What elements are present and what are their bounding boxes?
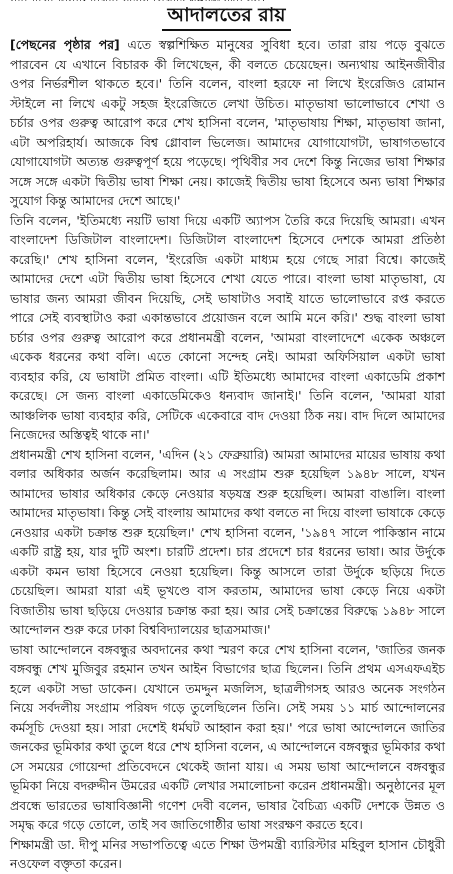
article-paragraph-1: [10, 35, 445, 211]
article-body: [0, 31, 453, 874]
article-paragraph-4: ভাষা আন্দোলনে বঙ্গবন্ধুর অবদানের কথা স্মরণ করে শেখ হাসিনা বলেন, 'জাতির জনক বঙ্গবন্ধু শেখ মুজিবুর রহমান তখন আইন বিভাগের ছাত্র ছিলেন। তিনি প্রথম এসএফএইচ হলে একটা সভা ডাকেন। যেখানে তমদ্দুন মজলিস, ছাত্রলীগসহ আরও অনেক সংগঠন নিয়ে সর্বদলীয় সংগ্রাম পরিষদ গড়ে তুলেছিলেন তিনি। সেই সময় ১১ মার্চ আন্দোলনের কর্মসূচি দেওয়া হয়। সারা দেশেই ধর্মঘট আহ্বান করা হয়।' পরে ভাষা আন্দোলনে জাতির জনকের ভূমিকার কথা তুলে ধরে শেখ হাসিনা বলেন, এ আন্দোলনে বঙ্গবন্ধুর ভূমিকার কথা সে সময়ের গোয়েন্দা প্রতিবেদনে থেকেই জানা যায়। এ সময় ভাষা আন্দোলনে বঙ্গবন্ধুর ভূমিকা নিয়ে বদরুদ্দীন উমরের একটি লেখার সমালোচনা করেন প্রধানমন্ত্রী। অনুষ্ঠানের মূল প্রবন্ধে ভারতের ভাষাবিজ্ঞানী গণেশ দেবী বলেন, ভাষার বৈচিত্র্য একটি দেশকে উন্নত ও সমৃদ্ধ করে গড়ে তোলে, তাই সব জাতিগোষ্ঠীর ভাষা সংরক্ষণ করতে হবে।: [10, 641, 445, 832]
paragraph-text: এতে স্বল্পশিক্ষিত মানুষের সুবিধা হবে। তারা রায় পড়ে বুঝতে পারবেন যে এখানে বিচারক কী লিখেছেন, কী বলতে চেয়েছেন। অন্যথায় আইনজীবীর ওপর নির্ভরশীল থাকতে হবে।' তিনি বলেন, বাংলা হরফে না লিখে ইংরেজিও রোমান স্টাইলে না লিখে একটু সহজ ইংরেজিতে লেখা উচিত। মাতৃভাষা ভালোভাবে শেখা ও চর্চার ওপর গুরুত্ব আরোপ করে শেখ হাসিনা বলেন, 'মাতৃভাষায় শিক্ষা, মাতৃভাষা জানা, এটা অপরিহার্য। আজকে বিশ্ব গ্লোবাল ভিলেজ। আমাদের যোগাযোগটা, ভাষাগতভাবে যোগাযোগটা অত্যন্ত গুরুত্বপূর্ণ হয়ে পড়েছে। পৃথিবীর সব দেশে কিন্তু নিজের ভাষা শিক্ষার সঙ্গে সঙ্গে একটা দ্বিতীয় ভাষা শিক্ষা নেয়। কাজেই দ্বিতীয় ভাষা হিসেবে অন্য ভাষা শিক্ষার সুযোগ কিন্তু আমাদের দেশে আছে।': [10, 37, 445, 208]
article-paragraph-5: শিক্ষামন্ত্রী ডা. দীপু মনির সভাপতিত্বে এতে শিক্ষা উপমন্ত্রী ব্যারিস্টার মহিবুল হাসান চৌধুরী নওফেল বক্তৃতা করেন।: [10, 836, 445, 871]
article-headline: আদালতের রায়: [162, 3, 292, 31]
headline-container: [0, 3, 453, 31]
continuation-label: [পেছনের পৃষ্ঠার পর]: [10, 37, 120, 52]
article-paragraph-3: প্রধানমন্ত্রী শেখ হাসিনা বলেন, 'এদিন (২১ ফেব্রুয়ারি) আমরা আমাদের মায়ের ভাষায় কথা বলার অধিকার অর্জন করেছিলাম। আর এ সংগ্রাম শুরু হয়েছিল ১৯৪৮ সালে, যখন আমাদের ভাষার অধিকার কেড়ে নেওয়ার ষড়যন্ত্র শুরু হয়েছিল। আমরা বাঙালি। বাংলা আমাদের মাতৃভাষা। কিন্তু সেই বাংলায় আমাদের কথা বলতে না দিয়ে বাংলা ভাষাকে কেড়ে নেওয়ার একটা চক্রান্ত শুরু হয়েছিল।' শেখ হাসিনা বলেন, '১৯৪৭ সালে পাকিস্তান নামে একটি রাষ্ট্র হয়, যার দুটি অংশ। চারটি প্রদেশ। চার প্রদেশে চার ধরনের ভাষা। আর উর্দুকে একটা কমন ভাষা হিসেবে নেওয়া হয়েছিল। কিন্তু আসলে তারা উর্দুকে ছড়িয়ে দিতে চেয়েছিল। আমরা যারা এই ভূখণ্ডে বাস করতাম, আমাদের ভাষা কেড়ে নিয়ে একটা বিজাতীয় ভাষা ছড়িয়ে দেওয়ার চক্রান্ত করা হয়। আর সেই চক্রান্তের বিরুদ্ধে ১৯৪৮ সালে আন্দোলন শুরু করে ঢাকা বিশ্ববিদ্যালয়ের ছাত্রসমাজ।': [10, 446, 445, 637]
clipped-text: [10, 0, 265, 1]
clipped-previous-article-line: [0, 0, 453, 1]
article-paragraph-2: তিনি বলেন, 'ইতিমধ্যে নয়টি ভাষা দিয়ে একটি অ্যাপস তৈরি করে দিয়েছি আমরা। এখন বাংলাদেশ ডিজিটাল বাংলাদেশ। ডিজিটাল বাংলাদেশ হিসেবে দেশকে আমরা প্রতিষ্ঠা করেছি।' শেখ হাসিনা বলেন, 'ইংরেজি একটা মাধ্যম হয়ে গেছে সারা বিশ্বে। কাজেই আমাদের দেশে এটা দ্বিতীয় ভাষা হিসেবে শেখা যেতে পারে। বাংলা ভাষা মাতৃভাষা, যে ভাষার জন্য আমরা জীবন দিয়েছি, সেই ভাষাটাও সবাই যাতে ভালোভাবে রপ্ত করতে পারে সেই ব্যবস্থাটাও করা একান্তভাবে প্রয়োজন বলে আমি মনে করি।' শুদ্ধ বাংলা ভাষা চর্চার ওপর গুরুত্ব আরোপ করে প্রধানমন্ত্রী বলেন, 'আমরা বাংলাদেশে একেক অঞ্চলে একেক ধরনের কথা বলি। এতে কোনো সন্দেহ নেই। আমরা অফিসিয়াল একটা ভাষা ব্যবহার করি, যে ভাষাটা প্রমিত বাংলা। এটি ইতিমধ্যে আমাদের বাংলা একাডেমি প্রকাশ করেছে। সে জন্য বাংলা একাডেমিকেও ধন্যবাদ জানাই।' তিনি বলেন, 'আমরা যারা আঞ্চলিক ভাষা ব্যবহার করি, সেটিকে একেবারে বাদ দেওয়া ঠিক নয়। বাদ দিলে আমাদের নিজেদের অস্তিত্বই থাকে না।': [10, 212, 445, 442]
